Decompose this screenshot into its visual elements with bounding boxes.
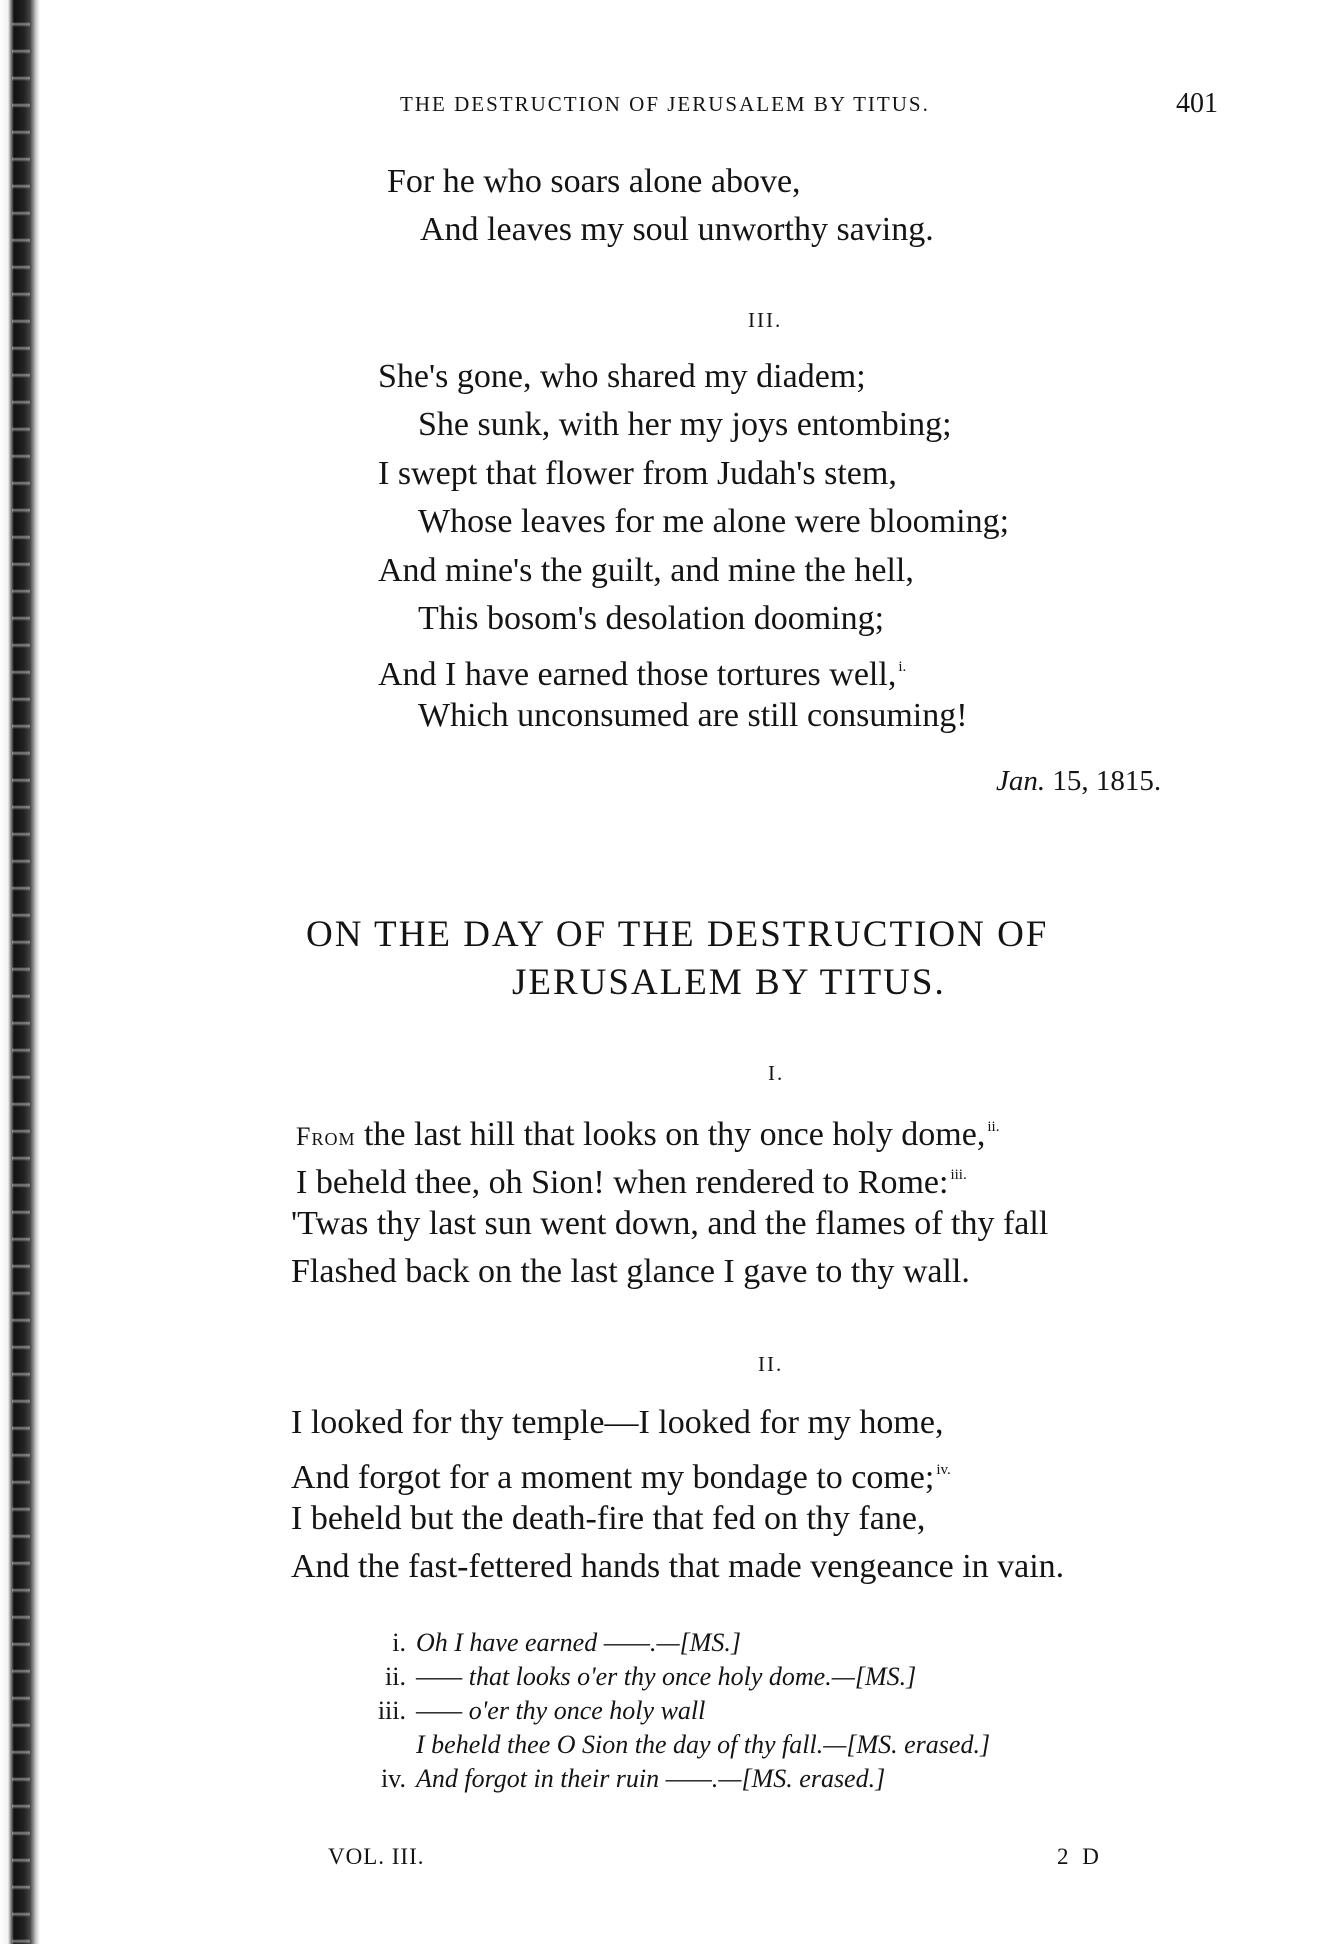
footnote-ref: ii.: [987, 1119, 1000, 1135]
verse-line: She sunk, with her my joys entombing;: [418, 406, 952, 443]
verse-line: Which unconsumed are still consuming!: [418, 697, 968, 734]
stanza-number: II.: [758, 1352, 784, 1376]
verse-line: I beheld but the death-fire that fed on thy fane,: [291, 1500, 926, 1537]
poem-title-line-1: ON THE DAY OF THE DESTRUCTION OF: [306, 914, 1049, 955]
book-binding-edge: [0, 0, 40, 1944]
stanza-number: III.: [748, 308, 783, 332]
footnote: i. Oh I have earned ——.—[MS.]: [392, 1628, 741, 1657]
volume-label: VOL. III.: [328, 1844, 425, 1869]
footnote-ref: iv.: [936, 1462, 951, 1478]
signature-mark: 2 D: [1057, 1844, 1103, 1869]
verse-line: I beheld thee, oh Sion! when rendered to Rome: $^{iii.}$: [296, 1164, 967, 1201]
page-number: 401: [1176, 88, 1218, 119]
footnote-ref: i.: [898, 659, 907, 675]
verse-line: And mine's the guilt, and mine the hell,: [378, 552, 914, 589]
running-title: THE DESTRUCTION OF JERUSALEM BY TITUS.: [400, 92, 930, 116]
verse-line: I swept that flower from Judah's stem,: [378, 455, 897, 492]
verse-line: For he who soars alone above,: [387, 163, 801, 200]
verse-line: And I have earned those tortures well, $^{i.}$: [378, 656, 907, 693]
verse-line: Whose leaves for me alone were blooming;: [418, 503, 1010, 540]
footnote-ref: iii.: [950, 1167, 967, 1183]
footnote: ii. —— that looks o'er thy once holy dome.—[MS.]: [385, 1662, 917, 1691]
verse-line: Flashed back on the last glance I gave to thy wall.: [291, 1253, 970, 1290]
verse-line: 'Twas thy last sun went down, and the flames of thy fall: [291, 1205, 1049, 1242]
poem-title-line-2: JERUSALEM BY TITUS.: [512, 962, 946, 1003]
stanza-number: I.: [768, 1061, 785, 1085]
verse-line: She's gone, who shared my diadem;: [378, 358, 866, 395]
footnote: iv. And forgot in their ruin ——.—[MS. erased.]: [380, 1764, 886, 1793]
footnote: iii. —— o'er thy once holy wall: [377, 1696, 706, 1725]
verse-line: This bosom's desolation dooming;: [418, 600, 885, 637]
verse-line: And forgot for a moment my bondage to come; $^{iv.}$: [291, 1459, 951, 1496]
verse-line: And leaves my soul unworthy saving.: [420, 211, 934, 248]
footnote: I beheld thee O Sion the day of thy fall.—[MS. erased.]: [416, 1730, 991, 1759]
verse-line: From the last hill that looks on thy once holy dome, $^{ii.}$: [296, 1116, 1000, 1153]
verse-line: And the fast-fettered hands that made vengeance in vain.: [291, 1548, 1065, 1585]
poem-date: Jan. 15, 1815.: [996, 765, 1162, 797]
verse-line: I looked for thy temple—I looked for my home,: [291, 1404, 944, 1441]
